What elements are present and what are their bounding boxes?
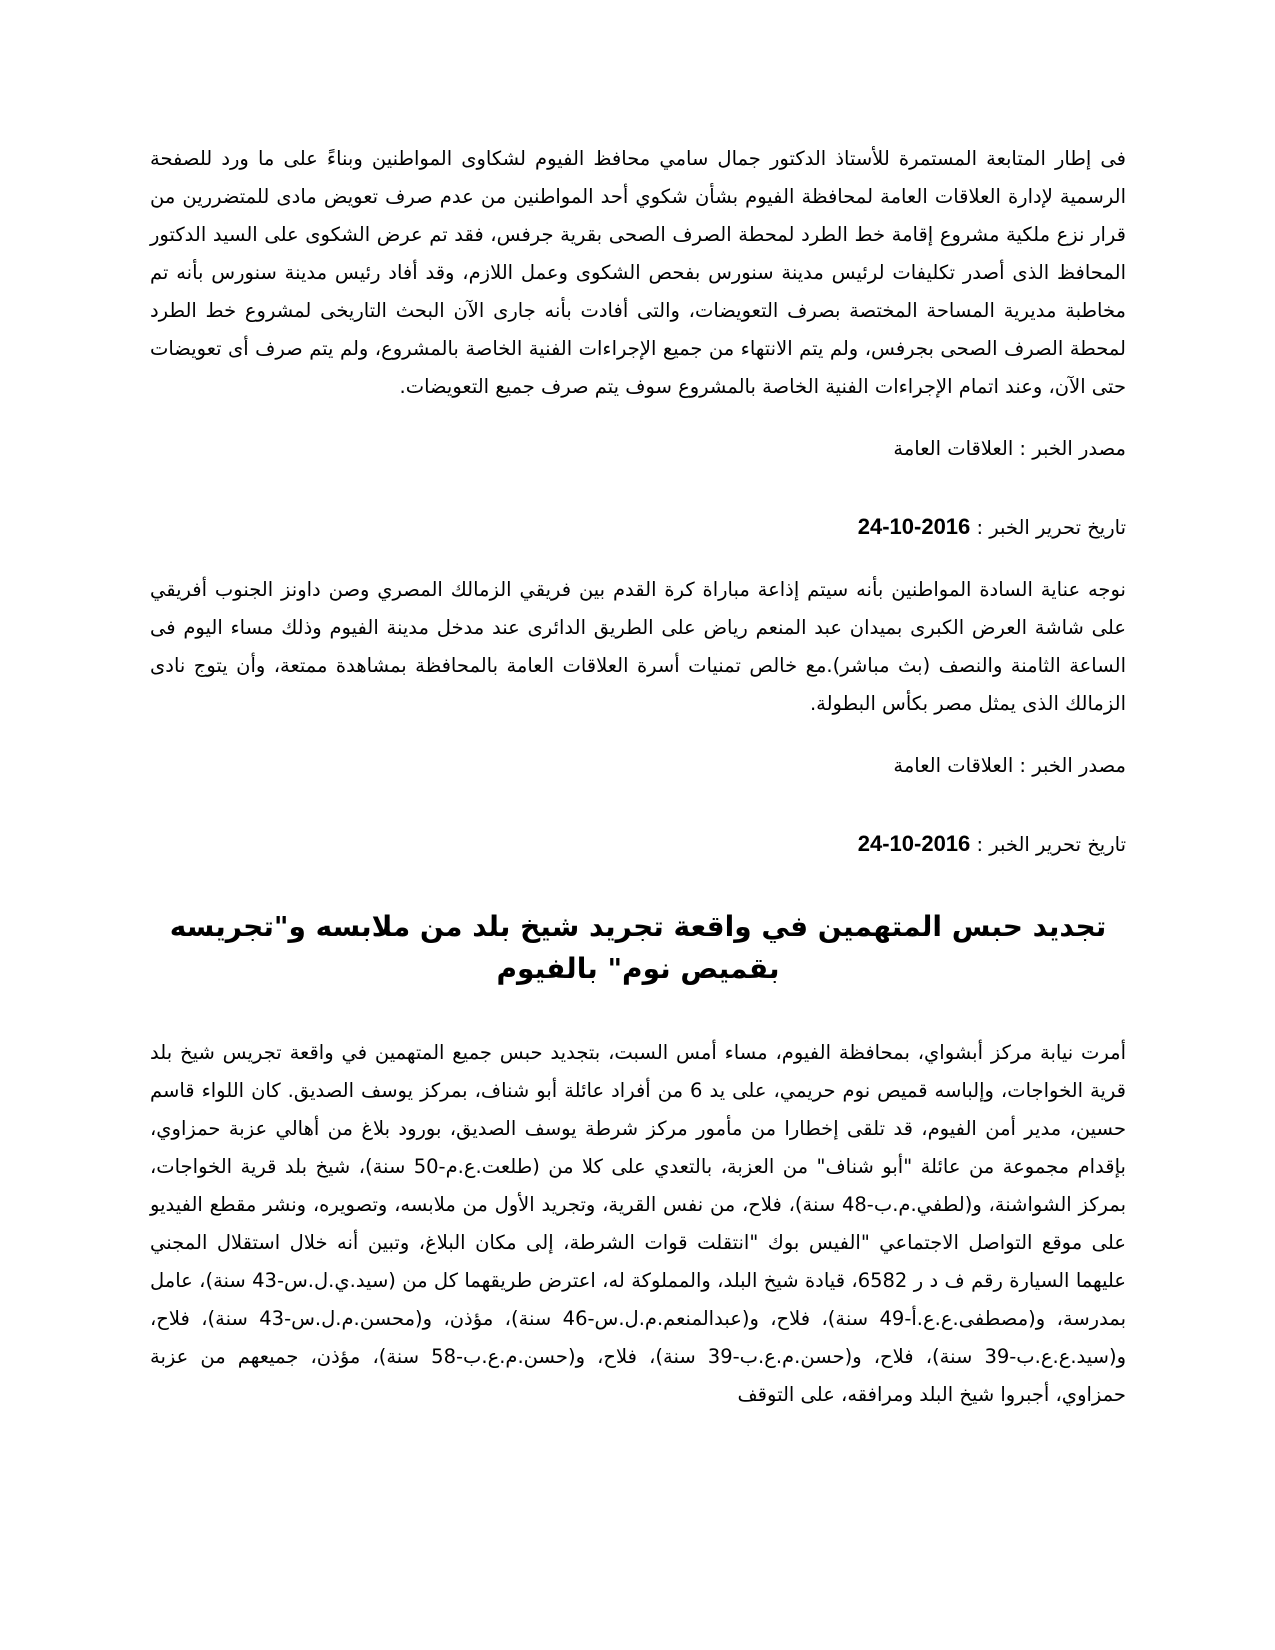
article-1-date-label: تاريخ تحرير الخبر : (970, 516, 1126, 539)
article-1-date (150, 510, 1126, 545)
article-1-source: مصدر الخبر : العلاقات العامة (893, 437, 1126, 460)
article-2-date-value: 24-10-2016 (857, 831, 971, 856)
article-3-body: أمرت نيابة مركز أبشواي، بمحافظة الفيوم، مساء أمس السبت، بتجديد حبس جميع المتهمين في واقعة تجريس شيخ بلد قرية الخواجات، وإلباسه قميص نوم حريمي، على يد 6 من أفراد عائلة أبو شناف، بمركز يوسف الصديق. كان اللواء قاسم حسين، مدير أمن الفيوم، قد تلقى إخطارا من مأمور مركز شرطة يوسف الصديق، بورود بلاغ من أهالي عزبة حمزاوي، بإقدام مجموعة من عائلة "أبو شناف" من العزبة، بالتعدي على كلا من (طلعت.ع.م-50 سنة)، شيخ بلد قرية الخواجات، بمركز الشواشنة، و(لطفي.م.ب-48 سنة)، فلاح، من نفس القرية، وتجريد الأول من ملابسه، وتصويره، ونشر مقطع الفيديو على موقع التواصل الاجتماعي "الفيس بوك "انتقلت قوات الشرطة، إلى مكان البلاغ، وتبين أنه خلال استقلال المجني عليهما السيارة رقم ف د ر 6582، قيادة شيخ البلد، والمملوكة له، اعترض طريقهما كل من (سيد.ي.ل.س-43 سنة)، عامل بمدرسة، و(مصطفى.ع.ع.أ-49 سنة)، فلاح، و(عبدالمنعم.م.ل.س-46 سنة)، مؤذن، و(محسن.م.ل.س-43 سنة)، فلاح، و(سيد.ع.ع.ب-39 سنة)، فلاح، و(حسن.م.ع.ب-39 سنة)، فلاح، و(حسن.م.ع.ب-58 سنة)، مؤذن، جميعهم من عزبة حمزاوي، أجبروا شيخ البلد ومرافقه، على التوقف (150, 1041, 1127, 1406)
article-1-date-value: 24-10-2016 (857, 514, 971, 539)
article-1-body: فى إطار المتابعة المستمرة للأستاذ الدكتور جمال سامي محافظ الفيوم لشكاوى المواطنين وبناءً على ما ورد للصفحة الرسمية لإدارة العلاقات العامة لمحافظة الفيوم بشأن شكوي أحد المواطنين من عدم صرف تعويض مادى للمتضررين من قرار نزع ملكية مشروع إقامة خط الطرد لمحطة الصرف الصحى بقرية جرفس، فقد تم عرض الشكوى على السيد الدكتور المحافظ الذى أصدر تكليفات لرئيس مدينة سنورس بفحص الشكوى وعمل اللازم، وقد أفاد رئيس مدينة سنورس بأنه تم مخاطبة مديرية المساحة المختصة بصرف التعويضات، والتى أفادت بأنه جارى الآن البحث التاريخى لمشروع خط الطرد لمحطة الصرف الصحى بجرفس، ولم يتم الانتهاء من جميع الإجراءات الفنية الخاصة بالمشروع، ولم يتم صرف أى تعويضات حتى الآن، وعند اتمام الإجراءات الفنية الخاصة بالمشروع سوف يتم صرف جميع التعويضات. (150, 147, 1126, 398)
article-2-date (150, 827, 1126, 862)
article-2-date-label: تاريخ تحرير الخبر : (970, 833, 1126, 856)
article-2-source: مصدر الخبر : العلاقات العامة (893, 754, 1126, 777)
article-2-body: نوجه عناية السادة المواطنين بأنه سيتم إذاعة مباراة كرة القدم بين فريقي الزمالك المصري وصن داونز الجنوب أفريقي على شاشة العرض الكبرى بميدان عبد المنعم رياض على الطريق الدائرى عند مدخل مدينة الفيوم وذلك مساء اليوم فى الساعة الثامنة والنصف (بث مباشر).مع خالص تمنيات أسرة العلاقات العامة بالمحافظة بمشاهدة ممتعة، وأن يتوج نادى الزمالك الذى يمثل مصر بكأس البطولة. (150, 578, 1126, 715)
document-page (150, 140, 1126, 1414)
article-3-headline: تجديد حبس المتهمين في واقعة تجريد شيخ بلد من ملابسه و"تجريسه بقميص نوم" بالفيوم (169, 910, 1107, 985)
